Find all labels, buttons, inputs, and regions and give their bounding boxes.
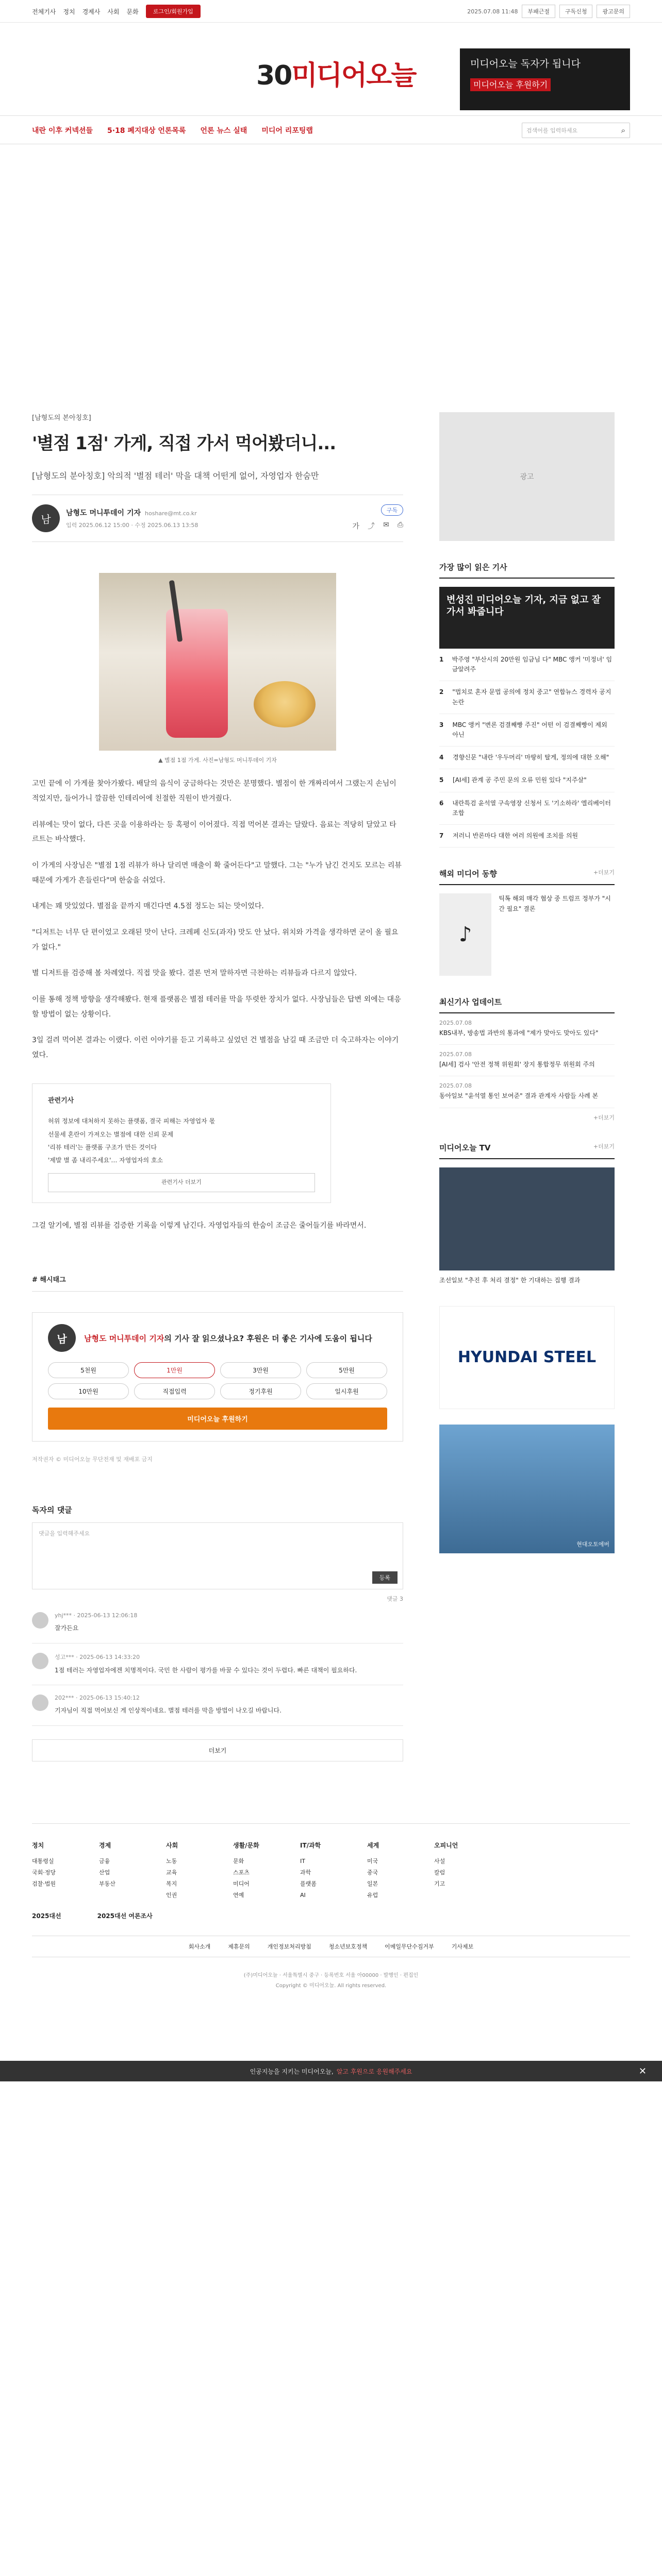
hashtag-label: # 해시태그 [32, 1274, 403, 1292]
more-link[interactable]: +더보기 [593, 869, 615, 876]
update-item[interactable]: 2025.07.08 [AI세] 검사 '안전 정책 위원회' 장지 통합정무 위원회 주의 [439, 1045, 615, 1076]
article-category[interactable]: [남형도의 본아칭호] [32, 414, 91, 422]
paragraph: 이 가게의 사장님은 "별점 1점 리뷰가 하나 달리면 매출이 확 줄어든다"고 말했다. 그는 "누가 남긴 건지도 모르는 리뷰 때문에 가게가 흔들린다"며 한숨을 쉬었다. [32, 861, 402, 885]
top-links [32, 7, 139, 16]
paragraph: 별 디저트를 검증해 볼 차례였다. 직접 맛을 봤다. 결론 먼저 말하자면 극찬하는 리뷰들과 다르지 않았다. [32, 969, 357, 978]
more-link[interactable]: +더보기 [593, 1143, 615, 1150]
tart-image [254, 681, 316, 727]
amount-option[interactable]: 정기후원 [220, 1383, 301, 1399]
site-logo[interactable]: 30미디어오늘 [256, 60, 416, 91]
amount-option[interactable]: 1만원 [134, 1362, 215, 1378]
most-read-item[interactable]: 2 "법치로 혼자 문법 공의에 정치 중고" 연합뉴스 경력자 공지 논란 [439, 681, 615, 714]
footer-link[interactable]: 개인정보처리방침 [267, 1943, 311, 1950]
login-button[interactable]: 로그인/회원가입 [146, 5, 201, 18]
section-title: 미디어오늘 TV [439, 1143, 491, 1153]
most-read-item[interactable]: 6 내란특검 윤석열 구속영장 신청서 도 '기소하라' 엘리베이터 조합 [439, 792, 615, 825]
related-title: 관련기사 [48, 1096, 74, 1105]
article-title: '별점 1점' 가게, 직접 가서 먹어봤더니... [32, 433, 336, 454]
drink-image [166, 609, 228, 738]
footer-col: 정치 대통령실 국회·정당 검찰·법원 [32, 1841, 56, 1887]
ad-box[interactable]: 광고 [439, 412, 615, 541]
footer-col: IT/과학 IT 과학 플랫폼 AI [300, 1841, 321, 1899]
paragraph: 이를 통해 정책 방향을 생각해봤다. 현재 플랫폼은 별점 테러를 막을 뚜렷한 장치가 없다. 사장님들은 답변 외에는 대응할 방법이 없는 상황이다. [32, 995, 401, 1019]
more-link[interactable]: +더보기 [593, 1114, 615, 1121]
article-subtitle: [남형도의 분아칭호] 악의적 '별점 테러' 막을 대책 어떤게 없어, 자영업자 한숨만 [32, 469, 403, 495]
nav-item[interactable]: 5·18 폐지대상 언론목록 [107, 127, 186, 135]
article-dates: 입력 2025.06.12 15:00 · 수정 2025.06.13 13:58 [66, 522, 198, 529]
print-icon[interactable]: ⎙ [397, 521, 403, 530]
related-more-button[interactable]: 관련기사 더보기 [48, 1173, 315, 1192]
top-link[interactable]: 전체기사 [32, 8, 56, 15]
support-bar: 인공지능을 지키는 미디어오늘, 알고 후원으로 응원해주세요 ✕ [0, 2061, 662, 2081]
world-media-text[interactable]: 틱톡 해외 매각 협상 중 트럼프 정부가 "시간 필요" 결론 [499, 895, 611, 913]
top-link[interactable]: 사회 [107, 8, 120, 15]
avatar [32, 1653, 48, 1669]
footer-col: 세계 미국 중국 일본 유럽 [367, 1841, 379, 1899]
paragraph: 그걸 알기에, 별점 리뷰를 검증한 기록을 이렇게 남긴다. 자영업자들의 한숨이 조금은 줄어들기를 바라면서. [32, 1221, 367, 1230]
paragraph: 내게는 꽤 맛있었다. 별점을 끝까지 매긴다면 4.5점 정도는 되는 맛이었다. [32, 902, 264, 911]
footer-link[interactable]: 기사제보 [451, 1943, 474, 1950]
amount-option[interactable]: 5만원 [306, 1362, 387, 1378]
footer-sub-link[interactable]: 2025대선 여론조사 [97, 1912, 153, 1920]
related-articles [32, 1083, 331, 1203]
current-date: 2025.07.08 11:48 [467, 8, 518, 15]
footer-link[interactable]: 제휴문의 [228, 1943, 250, 1950]
comment-count: 댓글 3 [387, 1596, 403, 1603]
byline [32, 495, 403, 542]
section-title: 가장 많이 읽은 기사 [439, 563, 507, 572]
tv-title[interactable]: 조선일보 "추진 후 처리 결정" 한 기대하는 집행 결과 [439, 1276, 581, 1284]
related-item[interactable]: 허위 정보에 대처하지 못하는 플랫폼, 결국 피해는 자영업자 몫 [48, 1117, 216, 1125]
comments-title: 독자의 댓글 [32, 1505, 72, 1515]
mail-icon[interactable]: ✉ [383, 521, 389, 530]
most-read-image[interactable]: 변성진 미디어오늘 기자, 지금 없고 잘 가서 봐줍니다 [439, 587, 615, 649]
paragraph: "디저트는 너무 단 편이었고 오래된 맛이 난다. 크레페 신도(과자) 맛도 안 났다. 위치와 가격을 생각하면 굳이 올 필요가 없다." [32, 928, 399, 952]
photo-caption: ▲ 별점 1점 가게. 사진=남형도 머니투데이 기자 [158, 757, 277, 764]
header [0, 23, 662, 100]
support-banner[interactable] [460, 48, 630, 110]
top-bar [0, 0, 662, 23]
related-item[interactable]: 선물세 혼란이 가져오는 별점에 대한 신뢰 문제 [48, 1130, 174, 1138]
support-button[interactable]: 미디어오늘 후원하기 [48, 1408, 387, 1430]
comment-item: 성고*** · 2025-06-13 14:33:20 1점 테러는 자영업자에겐 치명적이다. 국민 한 사람이 평가를 바꿀 수 있다는 것이 두렵다. 빠른 대책이 필요하다. [32, 1643, 403, 1685]
footer-links [32, 1936, 630, 1957]
amount-option[interactable]: 3만원 [220, 1362, 301, 1378]
support-link[interactable]: 알고 후원으로 응원해주세요 [336, 2067, 412, 2075]
amount-option[interactable]: 일시후원 [306, 1383, 387, 1399]
city-ad[interactable]: 현대오토에버 [439, 1425, 615, 1553]
footer-col: 생활/문화 문화 스포츠 미디어 연예 [233, 1841, 259, 1899]
section-title: 최신기사 업데이트 [439, 997, 502, 1007]
comment-item: 202*** · 2025-06-13 15:40:12 기자님이 직접 먹어보신 게 인상적이네요. 별점 테러를 막을 방법이 나오길 바랍니다. [32, 1685, 403, 1725]
amount-option[interactable]: 10만원 [48, 1383, 129, 1399]
top-right-button[interactable]: 구독신청 [559, 5, 593, 18]
tv-section [439, 1142, 615, 1285]
most-read-section [439, 562, 615, 848]
most-read-item[interactable]: 4 경향신문 "내란 '우두머리' 마땅히 탈게, 정의에 대한 오해" [439, 747, 615, 769]
article-body [32, 776, 403, 1233]
banner-line: 미디어오늘 독자가 됩니다 [470, 58, 581, 70]
author-name[interactable]: 남형도 머니투데이 기자 hoshare@mt.co.kr [66, 509, 197, 518]
paragraph: 리뷰에는 맛이 없다, 다른 곳을 이용하라는 등 혹평이 이어졌다. 직접 먹어본 결과는 달랐다. 음료는 적당히 달았고 타르트는 바삭했다. [32, 820, 396, 844]
top-right-button[interactable]: 부패근절 [522, 5, 555, 18]
article-tools [353, 521, 403, 531]
comment-input[interactable]: 댓글을 입력해주세요 등록 [32, 1522, 403, 1589]
update-item[interactable]: 2025.07.08 KBS내부, 방송법 과반의 통과에 "제가 맞아도 맞아도 있다" [439, 1013, 615, 1045]
section-title: 해외 미디어 동향 [439, 869, 497, 879]
tv-thumbnail[interactable] [439, 1167, 615, 1270]
footer-link[interactable]: 이메일무단수집거부 [385, 1943, 434, 1950]
support-survey [32, 1312, 403, 1442]
paragraph: 고민 끝에 이 가게를 찾아가봤다. 배달의 음식이 궁금하다는 것만은 분명했다. 별점이 한 개짜리여서 그랬는지 손님이 적었지만, 들어가니 깔끔한 인테리어에 친절한 직원이 반겨줬다. [32, 779, 396, 803]
amount-option[interactable]: 직접입력 [134, 1383, 215, 1399]
comment-item: yhj*** · 2025-06-13 12:06:18 잘가든요 [32, 1603, 403, 1643]
tiktok-icon[interactable]: ♪ [439, 893, 491, 976]
footer-link[interactable]: 회사소개 [188, 1943, 211, 1950]
close-icon[interactable]: ✕ [638, 2065, 647, 2077]
nav-item[interactable]: 미디어 리포팅랩 [261, 127, 313, 135]
update-item[interactable]: 2025.07.08 동아일보 "윤석열 통인 보여준" 결과 관계자 사람들 사례 본 [439, 1076, 615, 1108]
comments-more-button[interactable]: 더보기 [32, 1739, 403, 1761]
banner-button[interactable]: 미디어오늘 후원하기 [470, 78, 551, 92]
world-media-section [439, 868, 615, 976]
share-icon[interactable]: ⤴ [368, 522, 375, 531]
most-read-item[interactable]: 5 [AI세] 관계 공 주민 문의 오류 민원 있다 "지주살" [439, 769, 615, 792]
nav-item[interactable]: 내란 이후 커넥션들 [32, 127, 93, 135]
footer-col: 경제 금융 산업 부동산 [99, 1841, 115, 1887]
copyright-note: 저작권자 © 미디어오늘 무단전재 및 재배포 금지 [32, 1456, 153, 1463]
comment-register-button[interactable]: 등록 [372, 1571, 398, 1584]
nav-item[interactable]: 언론 뉴스 실태 [200, 127, 247, 135]
footer [32, 1823, 630, 2007]
author-avatar: 남 [32, 504, 60, 532]
related-item[interactable]: '제발 별 좀 내리주세요'… 자영업자의 호소 [48, 1157, 163, 1164]
footer-info: (주)미디어오늘 · 서울특별시 중구 · 등록번호 서울 아00000 · 발행인 · 편집인 Copyright © 미디어오늘. All rights reserved. [243, 1972, 419, 1989]
footer-sub-link[interactable]: 2025대선 [32, 1912, 61, 1920]
font-size-icon[interactable]: 가 [352, 522, 360, 531]
updates-section [439, 996, 615, 1122]
footer-col: 오피니언 사설 칼럼 기고 [434, 1841, 458, 1887]
comments-section [32, 1504, 403, 1761]
article-photo [99, 573, 336, 751]
survey-options [48, 1362, 387, 1399]
footer-col: 사회 노동 교육 복지 인권 [166, 1841, 178, 1899]
top-right-button[interactable]: 광고문의 [597, 5, 630, 18]
sidebar [439, 412, 615, 1761]
footer-link[interactable]: 청소년보호정책 [328, 1943, 368, 1950]
top-link[interactable]: 문화 [126, 8, 139, 15]
article-main [32, 412, 403, 1761]
most-read-item[interactable]: 3 MBC 앵커 "변론 검결째빵 주진" 어떤 이 검결째빵이 제외 아닌 [439, 714, 615, 747]
most-read-item[interactable]: 1 박주영 "부산시의 20만원 임금님 다" MBC 앵커 '미정녀' 임금알려주 [439, 649, 615, 681]
paragraph: 3일 걸려 먹어본 결과는 이랬다. 이런 이야기를 듣고 기록하고 싶었던 건 별점을 남길 때 조금만 더 숙고하자는 이야기였다. [32, 1036, 399, 1060]
search-input[interactable]: 검색어를 입력하세요 ⌕ [522, 123, 630, 138]
most-read-item[interactable]: 7 저러니 반론마다 대한 여러 의원에 조치를 의원 [439, 825, 615, 848]
avatar [32, 1612, 48, 1629]
top-link[interactable]: 정치 [63, 8, 75, 15]
author-avatar: 남 [48, 1324, 76, 1352]
top-link[interactable]: 경제사 [82, 8, 101, 15]
main-nav [0, 115, 662, 144]
survey-question: 남 남형도 머니투데이 기자의 기사 잘 읽으셨나요? 후원은 더 좋은 기사에 도움이 됩니다 [48, 1324, 387, 1352]
hyundai-steel-ad[interactable]: HYUNDAI STEEL [439, 1306, 615, 1409]
search-icon[interactable]: ⌕ [621, 126, 625, 135]
related-item[interactable]: '리뷰 테러'는 플랫폼 구조가 만든 것이다 [48, 1143, 157, 1151]
subscribe-button[interactable]: 구독 [381, 504, 403, 516]
amount-option[interactable]: 5천원 [48, 1362, 129, 1378]
avatar [32, 1694, 48, 1711]
